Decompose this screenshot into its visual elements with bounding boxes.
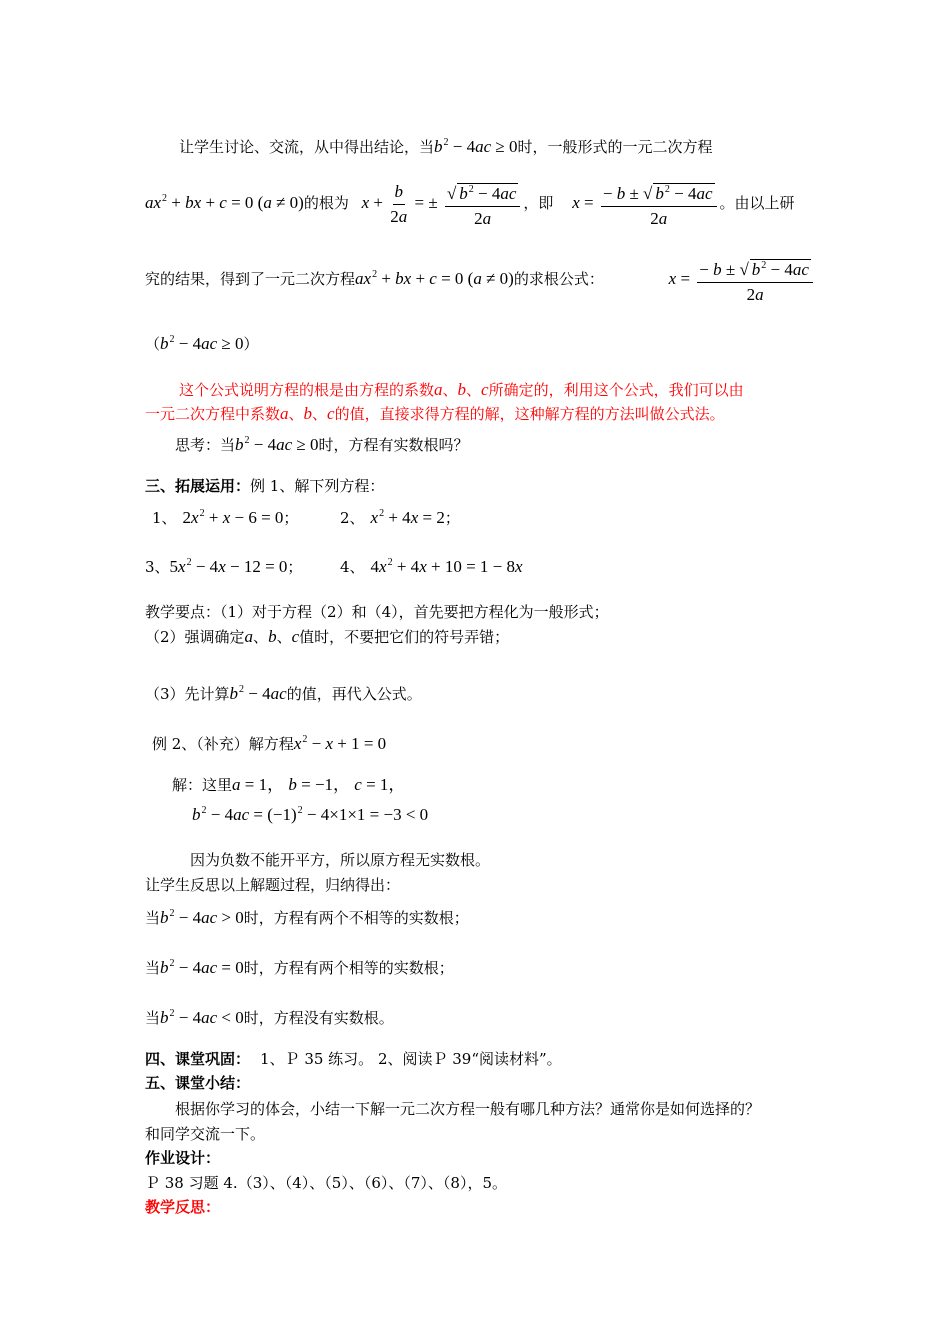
intro-text: 究的结果，得到了一元二次方程 xyxy=(145,270,356,288)
intro-line-2 xyxy=(145,176,795,230)
example-2-discriminant: $b^2 - 4ac = (-1)^2 - 4\times 1\times 1 = -3 < 0$ xyxy=(192,805,429,824)
formula-explanation-2: 一元二次方程中系数a、b、c的值，直接求得方程的解，这种解方程的方法叫做公式法。 xyxy=(145,404,725,423)
teaching-point-1: 教学要点：（1）对于方程（2）和（4），首先要把方程化为一般形式； xyxy=(145,603,609,621)
reflect-case-negative: 当$b^2 - 4ac < 0$时，方程没有实数根。 xyxy=(145,1008,394,1027)
formula-condition: $(b^2 - 4ac \ge 0)$ xyxy=(145,334,259,353)
section-intro: 例 1、解下列方程： xyxy=(250,477,385,495)
exercise-4: 4、 $4x^2 + 4x + 10 = 1 - 8x$ xyxy=(340,557,523,576)
intro-text: ，即 xyxy=(523,194,554,212)
intro-line-1 xyxy=(179,133,713,157)
example-2-conclusion: 因为负数不能开平方，所以原方程无实数根。 xyxy=(190,851,491,869)
exercise-3: 3、$5x^2 - 4x - 12 = 0$； xyxy=(145,557,303,576)
intro-line-3 xyxy=(145,252,816,306)
section-5-heading: 五、课堂小结： xyxy=(145,1074,251,1092)
summary-line-2: 和同学交流一下。 xyxy=(145,1125,266,1143)
reflect-case-positive: 当$b^2 - 4ac > 0$时，方程有两个不相等的实数根； xyxy=(145,908,469,927)
intro-text: 的求根公式： xyxy=(513,270,604,288)
general-equation: $ax^2$ + bx + c = 0 (a ≠ 0) xyxy=(355,269,514,288)
quadratic-formula: x = $\frac{- b \pm √ b^2 - 4ac}{2a}$ xyxy=(669,269,816,288)
exercise-1: 1、 $2x^2 + x - 6 = 0$； xyxy=(152,508,299,527)
example-2-heading: 例 2、（补充）解方程$x^2 - x + 1 = 0$ xyxy=(152,734,387,753)
general-equation: $ax^2$ + bx + c = 0 (a ≠ 0) xyxy=(145,193,304,212)
homework-text: Ｐ 38 习题 4.（3）、（4）、（5）、（6）、（7）、（8），5。 xyxy=(145,1174,508,1192)
half-formula: x + $\frac{b}{2a}$ = ± $\frac{√ b^2 - 4ac}{2a}$ xyxy=(362,193,524,212)
think-question: 思考：当$b^2 - 4ac \ge 0$时，方程有实数根吗？ xyxy=(175,435,469,454)
section-3-heading xyxy=(145,476,384,496)
formula-explanation-1: 这个公式说明方程的根是由方程的系数a、b、c所确定的，利用这个公式，我们可以由 xyxy=(179,380,744,399)
intro-text: 时，一般形式的一元二次方程 xyxy=(517,138,713,156)
roots-formula: x = $\frac{- b \pm √ b^2 - 4ac}{2a}$ xyxy=(572,193,719,212)
teaching-point-2: （2）强调确定a、b、c值时，不要把它们的符号弄错； xyxy=(145,627,510,646)
discriminant-condition: $b^2 - 4ac \ge 0$ xyxy=(434,137,518,156)
example-2-values: 解：这里a = 1， b = −1， c = 1， xyxy=(172,775,406,794)
reflect-intro: 让学生反思以上解题过程，归纳得出： xyxy=(145,876,401,894)
section-title: 三、拓展运用： xyxy=(145,477,251,495)
exercise-2: 2、 $x^2 + 4x = 2$； xyxy=(340,508,460,527)
teaching-reflection-heading: 教学反思： xyxy=(145,1198,221,1216)
reflect-case-zero: 当$b^2 - 4ac = 0$时，方程有两个相等的实数根； xyxy=(145,958,454,977)
intro-text: 。由以上研 xyxy=(719,194,795,212)
summary-line-1: 根据你学习的体会，小结一下解一元二次方程一般有哪几种方法？通常你是如何选择的？ xyxy=(175,1100,761,1118)
intro-text: 的根为 xyxy=(303,194,349,212)
section-4: 四、课堂巩固： 1、Ｐ 35 练习。 2、阅读Ｐ 39“阅读材料”。 xyxy=(145,1050,562,1068)
teaching-point-3: （3）先计算$b^2 - 4ac$的值，再代入公式。 xyxy=(145,684,422,703)
homework-heading: 作业设计： xyxy=(145,1149,221,1167)
intro-text: 让学生讨论、交流，从中得出结论，当 xyxy=(179,138,435,156)
